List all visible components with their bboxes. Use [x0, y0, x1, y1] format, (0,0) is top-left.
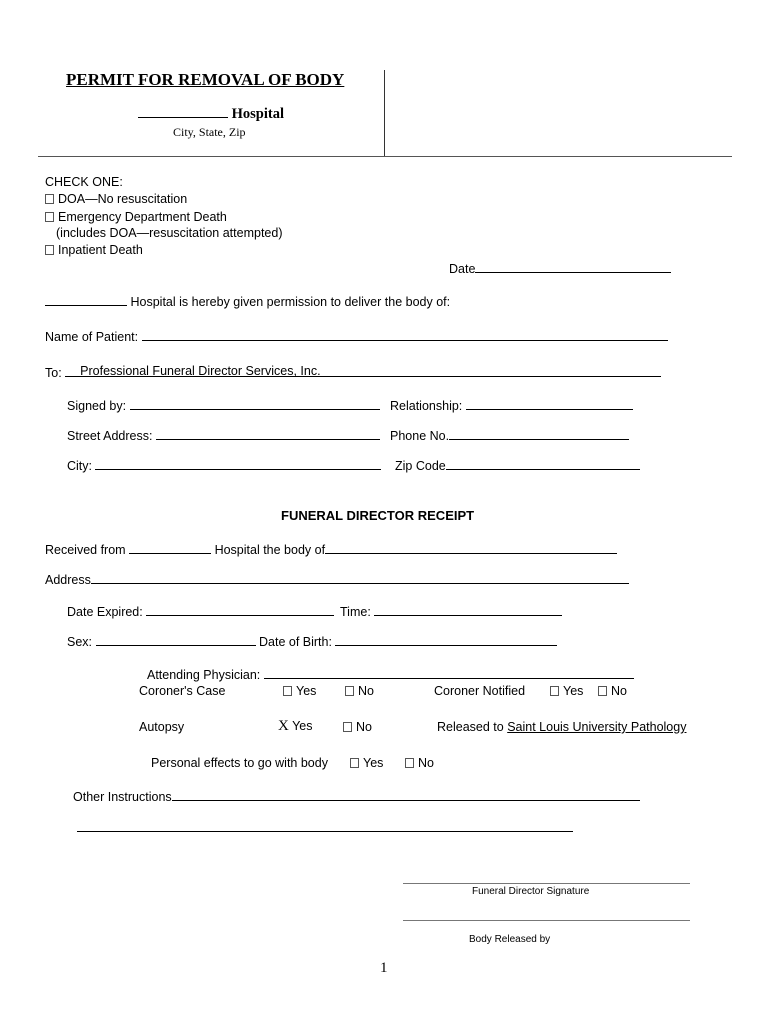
dob-field: Date of Birth:: [259, 634, 557, 649]
signed-by-input[interactable]: [130, 398, 380, 410]
street-address-input[interactable]: [156, 428, 380, 440]
city-field: City:: [67, 458, 381, 473]
permitting-hospital-input[interactable]: [45, 294, 127, 306]
date-input[interactable]: [475, 261, 671, 273]
ed-death-checkbox[interactable]: [45, 212, 54, 222]
city-state-zip: City, State, Zip: [173, 125, 246, 139]
personal-effects-yes-checkbox[interactable]: [350, 758, 359, 768]
date-expired-input[interactable]: [146, 604, 334, 616]
received-from-input[interactable]: [129, 542, 211, 554]
option-ed-death[interactable]: Emergency Department Death: [45, 210, 227, 224]
body-of-input[interactable]: [325, 542, 617, 554]
coroner-notified-label: Coroner Notified: [434, 684, 526, 698]
relationship-field: Relationship:: [390, 398, 633, 413]
date-expired-field: Date Expired:: [67, 604, 334, 619]
ed-death-note: (includes DOA—resuscitation attempted): [56, 226, 283, 240]
coroner-notified-no[interactable]: No: [598, 684, 627, 698]
to-field: To: Professional Funeral Director Services, Inc.: [45, 365, 661, 380]
coroner-notified-yes[interactable]: Yes: [550, 684, 583, 698]
released-to-field: Released to Saint Louis University Pathology: [437, 720, 687, 734]
autopsy-no-checkbox[interactable]: [343, 722, 352, 732]
personal-effects-yes[interactable]: Yes: [350, 756, 383, 770]
released-to-value: Saint Louis University Pathology: [507, 720, 687, 734]
date-field: Date: [449, 261, 671, 276]
other-instructions-field: Other Instructions: [73, 789, 640, 804]
page-title: PERMIT FOR REMOVAL OF BODY: [66, 70, 345, 89]
receipt-heading: FUNERAL DIRECTOR RECEIPT: [281, 508, 475, 523]
personal-effects-label: Personal effects to go with body: [151, 756, 328, 770]
time-input[interactable]: [374, 604, 562, 616]
fd-signature-label: Funeral Director Signature: [472, 886, 590, 897]
coroners-case-yes[interactable]: Yes: [283, 684, 316, 698]
received-from-line: Received from Hospital the body of: [45, 542, 617, 557]
body-released-line[interactable]: [403, 920, 690, 921]
signed-by-field: Signed by:: [67, 398, 380, 413]
sex-input[interactable]: [96, 634, 256, 646]
physician-field: Attending Physician:: [147, 667, 634, 682]
to-value: Professional Funeral Director Services, Inc.: [80, 364, 321, 378]
address-input[interactable]: [91, 572, 629, 584]
header-vertical-rule: [384, 70, 385, 156]
autopsy-label: Autopsy: [139, 720, 185, 734]
coroner-notified-no-checkbox[interactable]: [598, 686, 607, 696]
street-address-field: Street Address:: [67, 428, 380, 443]
patient-name-input[interactable]: [142, 329, 668, 341]
other-instructions-line-2[interactable]: [77, 831, 573, 832]
zip-input[interactable]: [446, 458, 640, 470]
address-field: Address: [45, 572, 629, 587]
other-instructions-input[interactable]: [172, 789, 640, 801]
physician-input[interactable]: [264, 667, 634, 679]
city-input[interactable]: [95, 458, 381, 470]
page-number: 1: [380, 960, 388, 976]
autopsy-no[interactable]: No: [343, 720, 372, 734]
relationship-input[interactable]: [466, 398, 633, 410]
coroners-case-yes-checkbox[interactable]: [283, 686, 292, 696]
coroners-case-no-checkbox[interactable]: [345, 686, 354, 696]
patient-name-field: Name of Patient:: [45, 329, 668, 344]
phone-field: Phone No.: [390, 428, 629, 443]
fd-signature-line[interactable]: [403, 883, 690, 884]
time-field: Time:: [340, 604, 562, 619]
permission-line: Hospital is hereby given permission to deliver the body of:: [45, 294, 450, 309]
zip-field: Zip Code: [395, 458, 640, 473]
sex-field: Sex:: [67, 634, 256, 649]
personal-effects-no[interactable]: No: [405, 756, 434, 770]
hospital-name-blank[interactable]: [138, 106, 228, 118]
header-horizontal-rule: [38, 156, 732, 157]
coroners-case-no[interactable]: No: [345, 684, 374, 698]
hospital-heading: Hospital: [138, 106, 284, 123]
dob-input[interactable]: [335, 634, 557, 646]
option-doa[interactable]: DOA—No resuscitation: [45, 192, 187, 206]
inpatient-checkbox[interactable]: [45, 245, 54, 255]
autopsy-yes-mark: X: [278, 718, 289, 734]
body-released-label: Body Released by: [469, 934, 551, 945]
doa-checkbox[interactable]: [45, 194, 54, 204]
option-inpatient[interactable]: Inpatient Death: [45, 243, 143, 257]
to-input[interactable]: [65, 365, 661, 377]
phone-input[interactable]: [449, 428, 629, 440]
personal-effects-no-checkbox[interactable]: [405, 758, 414, 768]
coroners-case-label: Coroner's Case: [139, 684, 226, 698]
check-one-heading: CHECK ONE:: [45, 175, 123, 189]
autopsy-yes[interactable]: X Yes: [278, 718, 313, 734]
coroner-notified-yes-checkbox[interactable]: [550, 686, 559, 696]
